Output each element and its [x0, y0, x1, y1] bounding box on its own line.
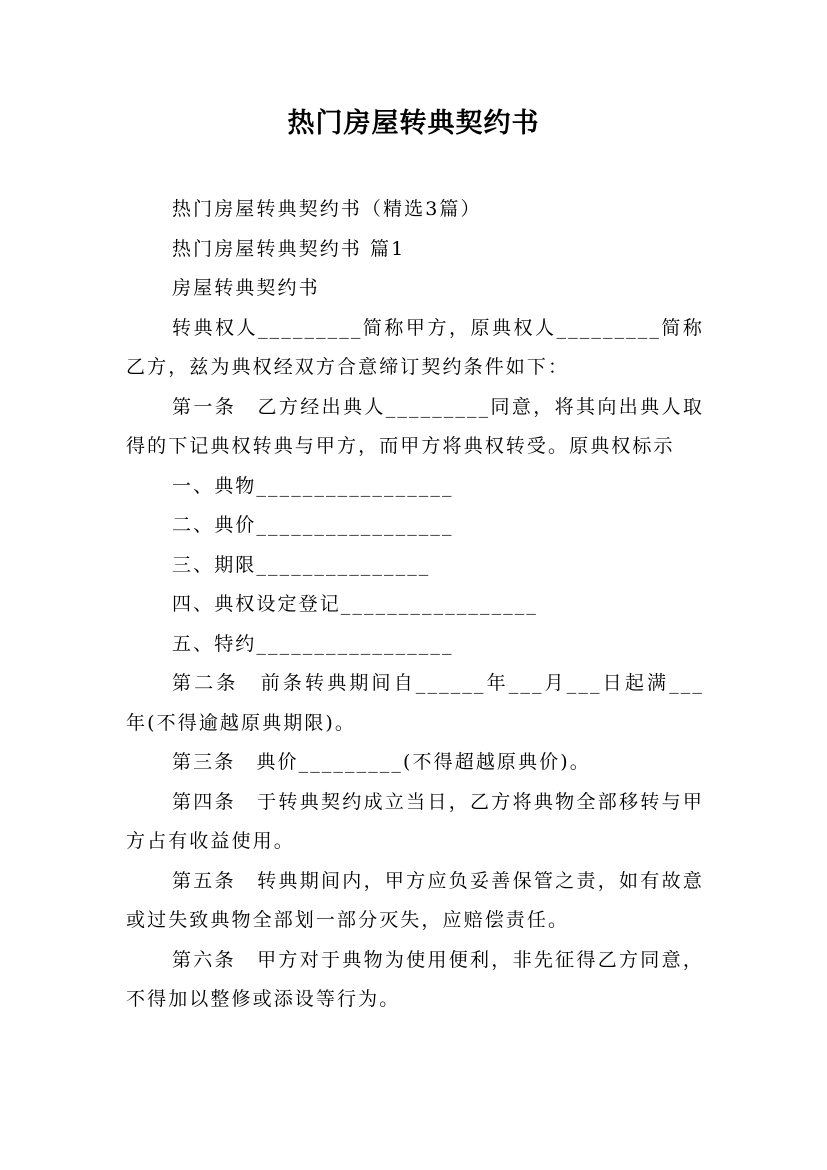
paragraph-parties: 转典权人_________简称甲方，原典权人_________简称乙方，兹为典权经双方合意缔订契约条件如下：: [126, 316, 704, 378]
paragraph-item-5: 五、特约_________________: [172, 632, 454, 655]
paragraph-item-1: 一、典物_________________: [172, 474, 454, 497]
paragraph-part-heading: 热门房屋转典契约书 篇1: [172, 237, 406, 260]
paragraph-contract-name: 房屋转典契约书: [172, 277, 320, 299]
paragraph-collection-title: 热门房屋转典契约书（精选3篇）: [172, 198, 482, 220]
paragraph-article-4: 第四条 于转典契约成立当日，乙方将典物全部移转与甲方占有收益使用。: [126, 790, 704, 852]
paragraph-article-1: 第一条 乙方经出典人_________同意，将其向出典人取得的下记典权转典与甲方，而甲方将典权转受。原典权标示: [126, 395, 704, 457]
paragraph-article-6: 第六条 甲方对于典物为使用便利，非先征得乙方同意，不得加以整修或添设等行为。: [126, 948, 704, 1010]
paragraph-item-4: 四、典权设定登记_________________: [172, 593, 539, 615]
document-body: [126, 190, 704, 1020]
paragraph-article-3: 第三条 典价_________(不得超越原典价)。: [172, 751, 591, 773]
paragraph-article-5: 第五条 转典期间内，甲方应负妥善保管之责，如有故意或过失致典物全部划一部分灭失，应赔偿责任。: [126, 869, 704, 931]
paragraph-item-3: 三、期限_______________: [172, 553, 431, 576]
paragraph-item-2: 二、典价_________________: [172, 514, 454, 536]
paragraph-article-2: 第二条 前条转典期间自______年___月___日起满___年(不得逾越原典期限)。: [126, 672, 704, 734]
document-title: 热门房屋转典契约书: [287, 108, 540, 139]
